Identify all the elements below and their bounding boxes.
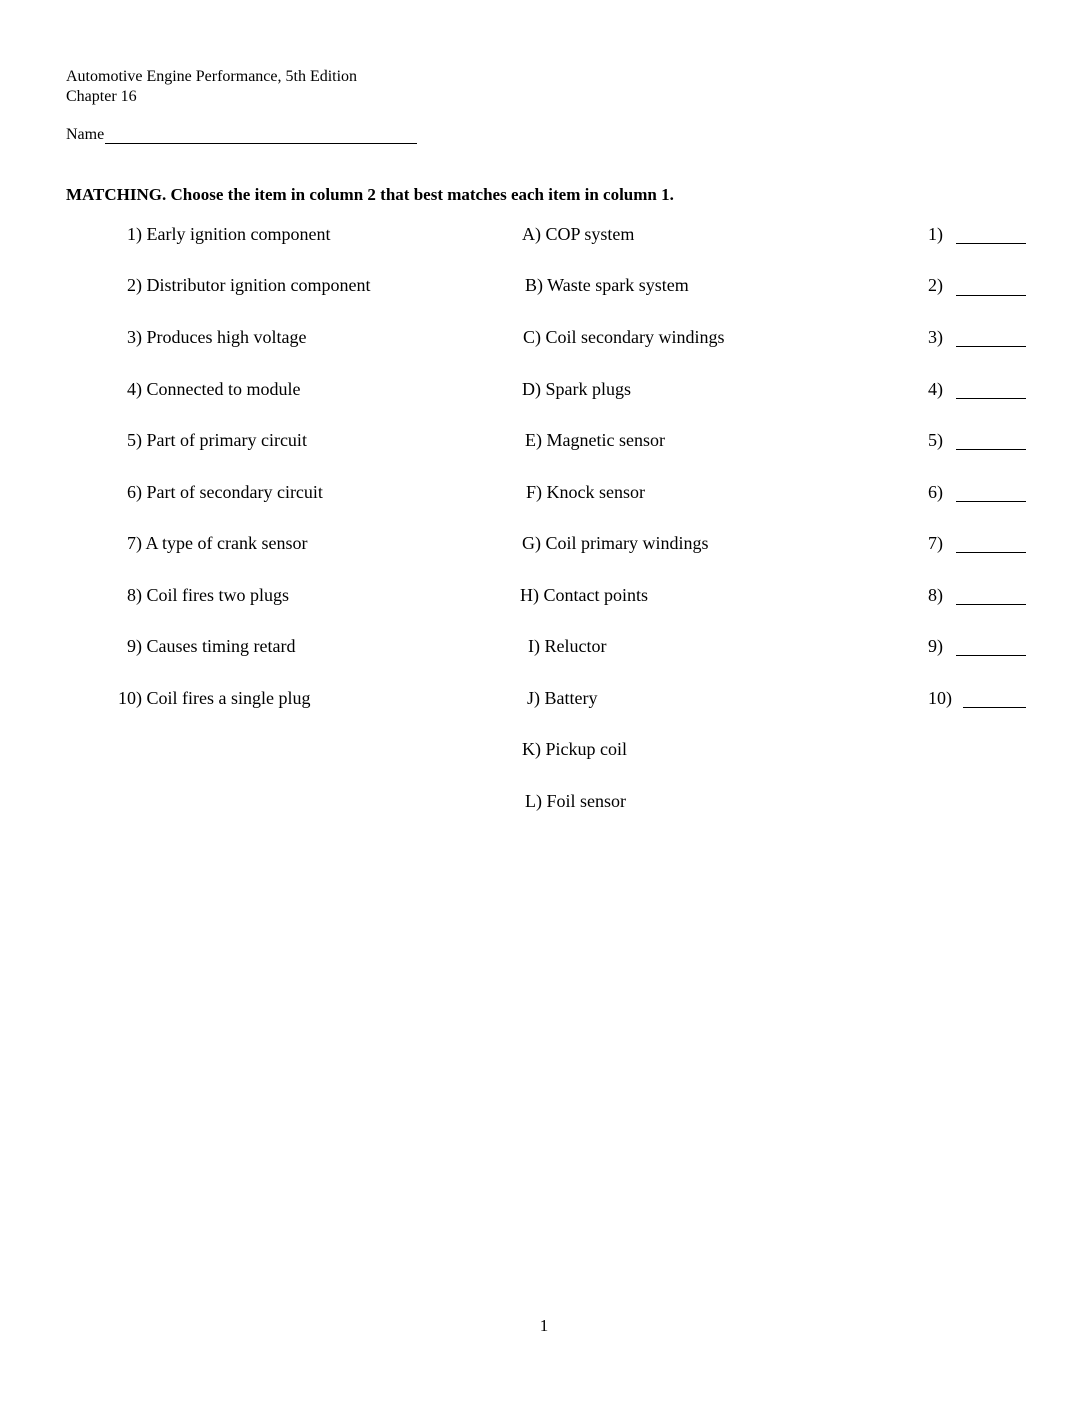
question-item: 1) Early ignition component	[127, 224, 331, 244]
answer-blank-line[interactable]	[956, 449, 1026, 450]
question-item: 6) Part of secondary circuit	[127, 482, 323, 502]
answer-choice: L) Foil sensor	[525, 791, 626, 811]
question-item: 7) A type of crank sensor	[127, 533, 308, 553]
answer-blank-line[interactable]	[956, 655, 1026, 656]
name-label: Name	[66, 126, 105, 143]
name-input-line[interactable]	[105, 125, 417, 144]
answer-blank-number: 4)	[928, 379, 943, 399]
instructions: MATCHING. Choose the item in column 2 that best matches each item in column 1.	[66, 185, 674, 204]
question-item: 2) Distributor ignition component	[127, 275, 371, 295]
answer-choice: F) Knock sensor	[526, 482, 645, 502]
book-title: Automotive Engine Performance, 5th Edition	[66, 68, 358, 85]
answer-blank-number: 1)	[928, 224, 943, 244]
page-number: 1	[539, 1316, 549, 1335]
answer-choice: E) Magnetic sensor	[525, 430, 665, 450]
answer-blank-number: 10)	[928, 688, 952, 708]
chapter-label: Chapter 16	[66, 88, 137, 105]
question-item: 8) Coil fires two plugs	[127, 585, 289, 605]
answer-blank-line[interactable]	[956, 552, 1026, 553]
question-item: 10) Coil fires a single plug	[118, 688, 311, 708]
answer-blank-line[interactable]	[956, 501, 1026, 502]
answer-choice: A) COP system	[522, 224, 635, 244]
answer-blank-line[interactable]	[956, 295, 1026, 296]
answer-choice: I) Reluctor	[528, 636, 607, 656]
answer-choice: B) Waste spark system	[525, 275, 689, 295]
answer-blank-line[interactable]	[956, 604, 1026, 605]
answer-blank-number: 5)	[928, 430, 943, 450]
answer-choice: J) Battery	[527, 688, 598, 708]
answer-blank-number: 3)	[928, 327, 943, 347]
answer-choice: H) Contact points	[520, 585, 648, 605]
answer-blank-line[interactable]	[956, 398, 1026, 399]
answer-blank-number: 2)	[928, 275, 943, 295]
answer-choice: K) Pickup coil	[522, 739, 627, 759]
question-item: 5) Part of primary circuit	[127, 430, 307, 450]
answer-blank-line[interactable]	[963, 707, 1026, 708]
question-item: 4) Connected to module	[127, 379, 301, 399]
answer-blank-line[interactable]	[956, 243, 1026, 244]
answer-blank-number: 7)	[928, 533, 943, 553]
answer-blank-line[interactable]	[956, 346, 1026, 347]
name-row	[66, 125, 417, 144]
answer-blank-number: 6)	[928, 482, 943, 502]
answer-choice: C) Coil secondary windings	[523, 327, 725, 347]
answer-choice: G) Coil primary windings	[522, 533, 709, 553]
answer-blank-number: 8)	[928, 585, 943, 605]
question-item: 3) Produces high voltage	[127, 327, 307, 347]
question-item: 9) Causes timing retard	[127, 636, 296, 656]
answer-blank-number: 9)	[928, 636, 943, 656]
answer-choice: D) Spark plugs	[522, 379, 631, 399]
